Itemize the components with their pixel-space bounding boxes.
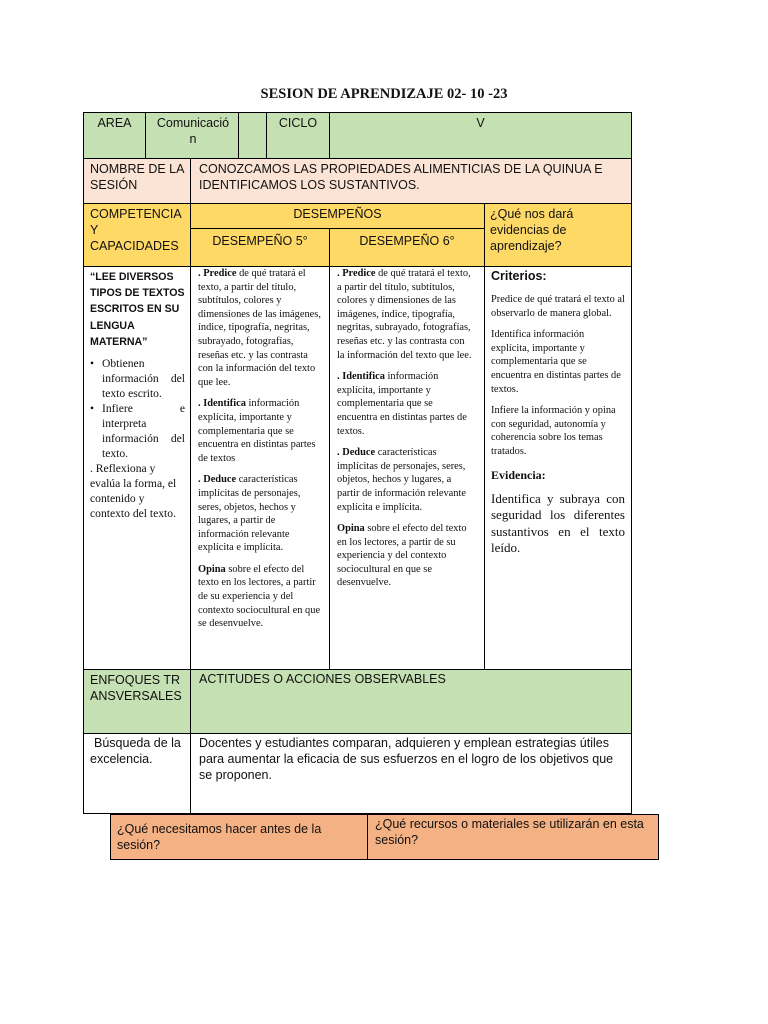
evidencias-header-cell <box>484 203 632 267</box>
recursos-label: ¿Qué recursos o materiales se utilizarán en esta sesión? <box>375 817 644 847</box>
evidencias-content-cell <box>484 266 632 670</box>
competencia-label: COMPETENCIA Y CAPACIDADES <box>90 207 181 253</box>
actitudes-header-cell <box>190 669 632 734</box>
capacidad-extra: . Reflexiona y evalúa la forma, el contenido y contexto del texto. <box>90 462 177 521</box>
desempeno5-label: DESEMPEÑO 5° <box>212 234 308 248</box>
list-item: . Deduce características implícitas de personajes, seres, objetos, hechos y lugares, a partir de información relevante explícita e implícita. <box>337 447 466 513</box>
criterios-label: Criterios: <box>491 269 547 283</box>
area-label-cell <box>83 112 146 159</box>
list-item: Identifica información explícita, importante y complementaria que se encuentra en distintas partes de textos. <box>491 329 621 395</box>
competencia-content-cell <box>83 266 191 670</box>
area-label: AREA <box>97 116 132 130</box>
actitudes-label: ACTITUDES O ACCIONES OBSERVABLES <box>199 672 446 686</box>
session-value-cell <box>190 158 632 204</box>
list-item: . Predice de qué tratará el texto, a partir del título, subtítulos, colores y dimensiones de las imágenes, índice, tipografía, negritas, subrayado, fotografías, reseñas etc. y las contrasta con la información del texto que lee. <box>198 268 321 388</box>
ciclo-value-cell <box>329 112 632 159</box>
antes-cell <box>110 814 368 860</box>
list-item: • Obtienen información del texto escrito. <box>90 357 185 401</box>
session-value: CONOZCAMOS LAS PROPIEDADES ALIMENTICIAS DE LA QUINUA E IDENTIFICAMOS LOS SUSTANTIVOS. <box>199 162 603 192</box>
busqueda-label-cell <box>83 733 191 814</box>
recursos-cell <box>367 814 659 860</box>
empty-cell <box>238 112 267 159</box>
competencia-label-cell <box>83 203 191 267</box>
list-item: Predice de qué tratará el texto al observarlo de manera global. <box>491 294 625 319</box>
desempeno5-header-cell <box>190 228 330 267</box>
enfoques-label: ENFOQUES TRANSVERSALES <box>90 673 182 703</box>
desempeno6-label: DESEMPEÑO 6° <box>359 234 455 248</box>
desempenos-header-cell <box>190 203 485 229</box>
evidencia-label: Evidencia: <box>491 467 546 482</box>
bullet-icon: • <box>90 357 95 371</box>
busqueda-text: Docentes y estudiantes comparan, adquieren y emplean estrategias útiles para aumentar la eficacia de sus esfuerzos en el logro de los objetivos que se proponen. <box>199 736 614 782</box>
enfoques-label-cell <box>83 669 191 734</box>
desempeno5-content-cell <box>190 266 330 670</box>
antes-label: ¿Qué necesitamos hacer antes de la sesión? <box>117 822 322 852</box>
list-item: . Deduce características implícitas de personajes, seres, objetos, hechos y lugares, a partir de información relevante explícita e implícita. <box>198 474 301 554</box>
list-item: Opina sobre el efecto del texto en los lectores, a partir de su experiencia y del contexto sociocultural en que se desenvuelve. <box>337 523 467 589</box>
desempeno6-header-cell <box>329 228 485 267</box>
criterios-list <box>491 293 625 459</box>
ciclo-label: CICLO <box>278 116 318 130</box>
session-label: NOMBRE DE LA SESIÓN <box>90 162 184 192</box>
desempeno6-content-cell <box>329 266 485 670</box>
bullet-icon: • <box>90 402 95 416</box>
list-item: . Predice de qué tratará el texto, a partir del título, subtítulos, colores y dimensiones de las imágenes, índice, tipografía, negritas, subrayado, fotografías, reseñas etc. y las contrasta con la información del texto que lee. <box>337 268 472 361</box>
list-item: • Infiere e interpreta información del texto. <box>90 402 185 461</box>
list-item: Opina sobre el efecto del texto en los lectores, a partir de su experiencia y del contexto sociocultural en que se desenvuelve. <box>198 563 321 630</box>
evidencia-text: Identifica y subraya con seguridad los diferentes sustantivos en el texto leído. <box>491 490 625 556</box>
ciclo-label-cell <box>266 112 330 159</box>
busqueda-text-cell <box>190 733 632 814</box>
busqueda-label: Búsqueda de la excelencia. <box>90 736 181 766</box>
competencia-text: “LEE DIVERSOS TIPOS DE TEXTOS ESCRITOS EN SU LENGUA MATERNA” <box>90 271 185 348</box>
list-item: Infiere la información y opina con seguridad, autonomía y coherencia sobre los temas tratados. <box>491 405 616 457</box>
area-value-cell <box>145 112 239 159</box>
ciclo-value: V <box>476 116 485 130</box>
page-title: SESION DE APRENDIZAJE 02- 10 -23 <box>260 86 508 102</box>
desempeno5-list <box>191 267 329 631</box>
list-item: . Identifica información explícita, importante y complementaria que se encuentra en distintas partes de textos <box>198 398 316 464</box>
list-item: . Identifica información explícita, importante y complementaria que se encuentra en distintas partes de textos. <box>337 371 467 437</box>
capacidades-list <box>90 356 185 461</box>
desempenos-label: DESEMPEÑOS <box>293 207 382 221</box>
session-label-cell <box>83 158 191 204</box>
desempeno6-list <box>330 267 484 590</box>
area-value: Comunicación <box>156 116 230 146</box>
evidencias-label: ¿Qué nos dará evidencias de aprendizaje? <box>490 207 574 253</box>
